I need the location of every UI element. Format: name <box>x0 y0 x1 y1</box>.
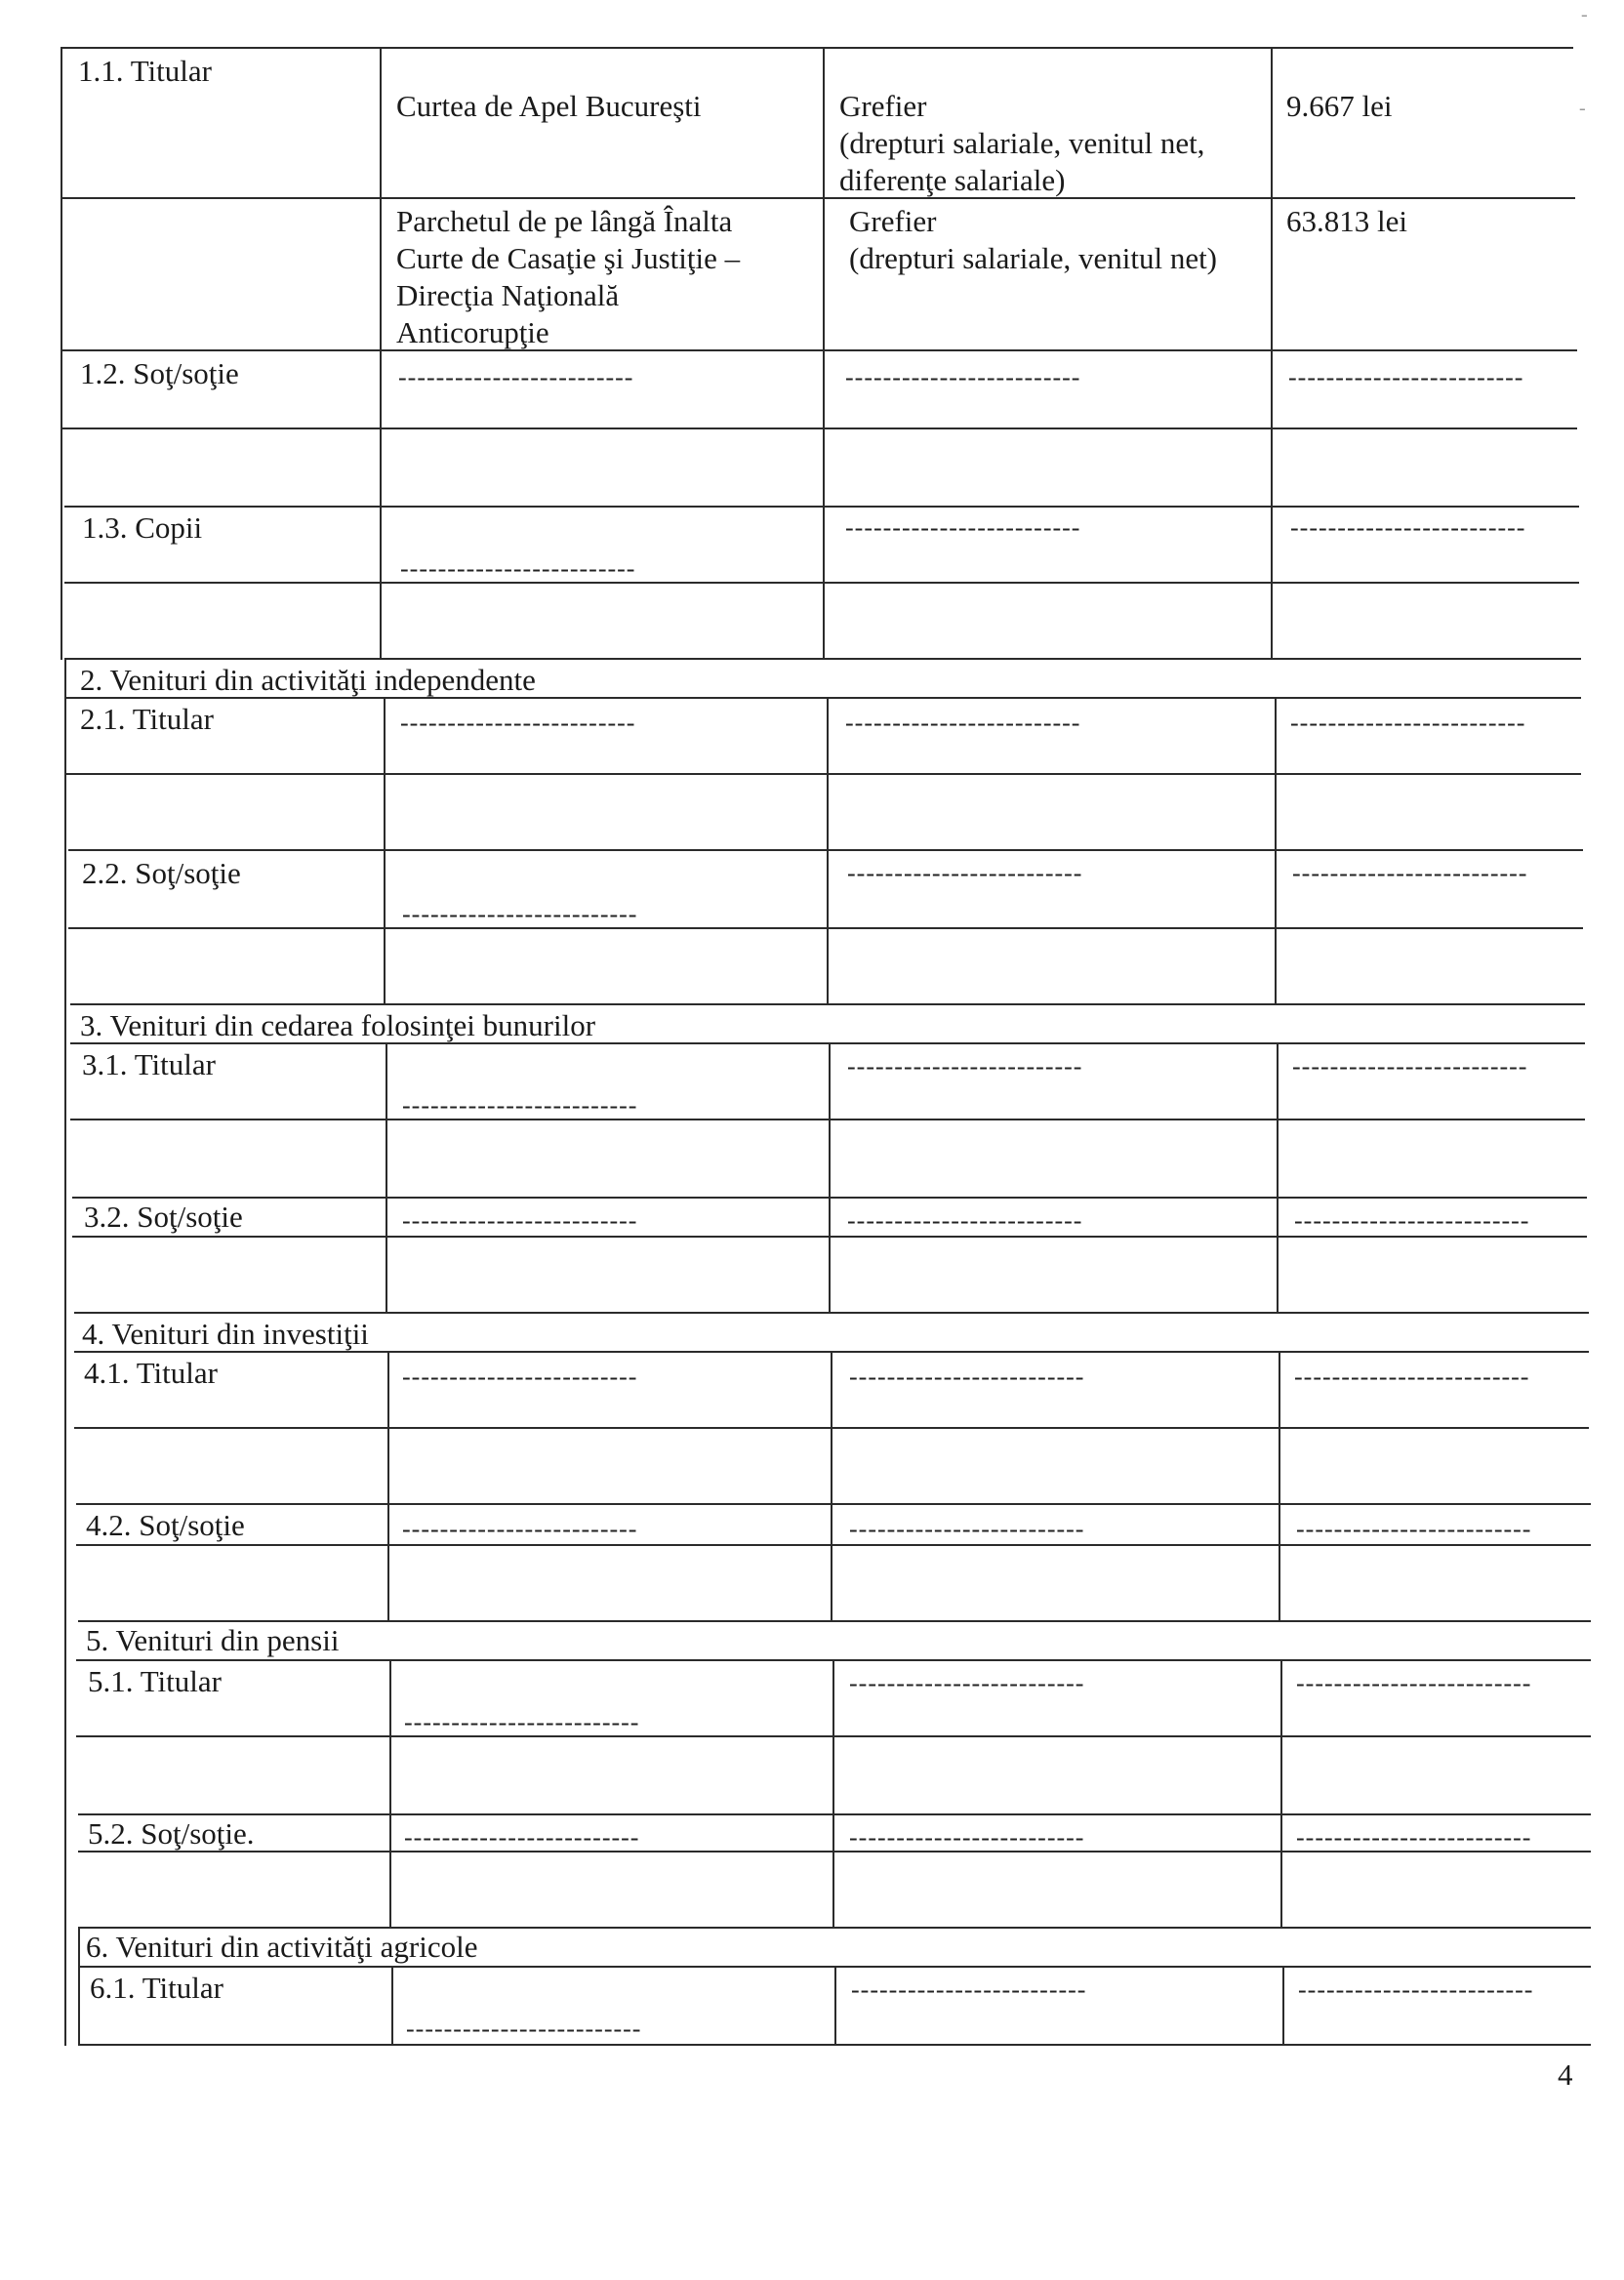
table-rule <box>61 197 1575 199</box>
empty-cell-dash: ------------------------- <box>406 2015 642 2043</box>
table-rule <box>1282 1966 1284 2044</box>
section-title: 2. Venituri din activităţi independente <box>80 663 536 697</box>
row-label: 1.3. Copii <box>82 510 203 545</box>
empty-cell-dash: ------------------------- <box>1294 1363 1530 1391</box>
empty-cell-dash: ------------------------- <box>398 363 634 391</box>
table-rule <box>70 1042 1585 1044</box>
table-rule <box>64 582 1579 584</box>
table-rule <box>380 47 382 660</box>
table-rule <box>391 1966 393 2044</box>
institution-cell: Direcţia Naţională <box>396 278 620 312</box>
table-rule <box>68 849 1583 851</box>
row-label: 1.1. Titular <box>78 54 212 88</box>
section-title: 4. Venituri din investiţii <box>82 1317 369 1351</box>
page-number: 4 <box>1558 2057 1573 2092</box>
empty-cell-dash: ------------------------- <box>402 1363 638 1391</box>
amount-cell: 9.667 lei <box>1286 89 1393 123</box>
amount-cell: 63.813 lei <box>1286 204 1407 238</box>
institution-cell: Curte de Casaţie şi Justiţie – <box>396 241 741 275</box>
table-rule <box>1275 697 1277 1003</box>
table-rule <box>78 1813 1591 1815</box>
table-rule <box>829 1042 831 1312</box>
table-rule <box>389 1659 391 1927</box>
empty-cell-dash: ------------------------- <box>402 1206 638 1235</box>
table-rule <box>66 773 1581 775</box>
position-cell: (drepturi salariale, venitul net) <box>849 241 1218 275</box>
row-label: 2.2. Soţ/soţie <box>82 856 241 890</box>
row-label: 3.2. Soţ/soţie <box>84 1200 243 1234</box>
table-rule <box>61 47 1573 49</box>
institution-cell: Anticorupţie <box>396 315 549 349</box>
table-rule <box>64 658 66 2046</box>
table-rule <box>76 1544 1591 1546</box>
row-label: 5.2. Soţ/soţie. <box>88 1816 255 1851</box>
position-cell: Grefier <box>849 204 937 238</box>
table-rule <box>823 47 825 658</box>
table-rule <box>831 1351 832 1620</box>
empty-cell-dash: ------------------------- <box>402 900 638 928</box>
empty-cell-dash: ------------------------- <box>1296 1823 1532 1852</box>
empty-cell-dash: ------------------------- <box>1290 709 1526 737</box>
row-label: 5.1. Titular <box>88 1664 222 1698</box>
table-rule <box>62 349 1577 351</box>
position-cell: diferenţe salariale) <box>839 163 1066 197</box>
row-label: 1.2. Soţ/soţie <box>80 356 239 390</box>
empty-cell-dash: ------------------------- <box>402 1515 638 1543</box>
scan-speck: - <box>1579 98 1586 119</box>
table-rule <box>76 1503 1591 1505</box>
institution-cell: Curtea de Apel Bucureşti <box>396 89 702 123</box>
table-rule <box>62 428 1577 429</box>
table-rule <box>61 47 62 660</box>
table-rule <box>78 2044 1591 2046</box>
section-title: 6. Venituri din activităţi agricole <box>86 1930 478 1964</box>
empty-cell-dash: ------------------------- <box>404 1708 640 1736</box>
empty-cell-dash: ------------------------- <box>849 1515 1085 1543</box>
position-cell: Grefier <box>839 89 927 123</box>
table-rule <box>66 658 1581 660</box>
row-label: 6.1. Titular <box>90 1971 223 2005</box>
table-rule <box>387 1351 389 1620</box>
table-rule <box>70 1003 1585 1005</box>
table-rule <box>70 1119 1585 1120</box>
empty-cell-dash: ------------------------- <box>849 1363 1085 1391</box>
empty-cell-dash: ------------------------- <box>400 554 636 583</box>
table-rule <box>384 697 386 1003</box>
table-rule <box>66 697 1581 699</box>
empty-cell-dash: ------------------------- <box>400 709 636 737</box>
table-rule <box>834 1966 836 2044</box>
table-rule <box>1280 1659 1282 1927</box>
empty-cell-dash: ------------------------- <box>847 1052 1083 1080</box>
empty-cell-dash: ------------------------- <box>845 709 1081 737</box>
empty-cell-dash: ------------------------- <box>1290 513 1526 542</box>
table-rule <box>827 697 829 1003</box>
row-label: 3.1. Titular <box>82 1047 216 1081</box>
empty-cell-dash: ------------------------- <box>851 1975 1087 2004</box>
table-rule <box>1277 1042 1279 1312</box>
empty-cell-dash: ------------------------- <box>849 1669 1085 1697</box>
table-rule <box>78 1927 80 2046</box>
row-label: 4.2. Soţ/soţie <box>86 1508 245 1542</box>
empty-cell-dash: ------------------------- <box>847 1206 1083 1235</box>
table-rule <box>74 1312 1589 1314</box>
scan-speck: - <box>1581 4 1588 25</box>
table-rule <box>64 506 1579 508</box>
empty-cell-dash: ------------------------- <box>1292 859 1528 887</box>
empty-cell-dash: ------------------------- <box>849 1823 1085 1852</box>
empty-cell-dash: ------------------------- <box>1292 1052 1528 1080</box>
table-rule <box>68 927 1583 929</box>
empty-cell-dash: ------------------------- <box>404 1823 640 1852</box>
empty-cell-dash: ------------------------- <box>1288 363 1524 391</box>
empty-cell-dash: ------------------------- <box>845 513 1081 542</box>
empty-cell-dash: ------------------------- <box>845 363 1081 391</box>
empty-cell-dash: ------------------------- <box>1296 1515 1532 1543</box>
row-label: 2.1. Titular <box>80 702 214 736</box>
table-rule <box>386 1042 387 1312</box>
empty-cell-dash: ------------------------- <box>1296 1669 1532 1697</box>
empty-cell-dash: ------------------------- <box>1298 1975 1534 2004</box>
empty-cell-dash: ------------------------- <box>847 859 1083 887</box>
table-rule <box>1279 1351 1280 1620</box>
table-rule <box>1271 47 1273 658</box>
section-title: 3. Venituri din cedarea folosinţei bunurilor <box>80 1008 596 1042</box>
institution-cell: Parchetul de pe lângă Înalta <box>396 204 733 238</box>
row-label: 4.1. Titular <box>84 1356 218 1390</box>
table-rule <box>832 1659 834 1927</box>
empty-cell-dash: ------------------------- <box>402 1091 638 1120</box>
empty-cell-dash: ------------------------- <box>1294 1206 1530 1235</box>
position-cell: (drepturi salariale, venitul net, <box>839 126 1205 160</box>
section-title: 5. Venituri din pensii <box>86 1623 340 1657</box>
